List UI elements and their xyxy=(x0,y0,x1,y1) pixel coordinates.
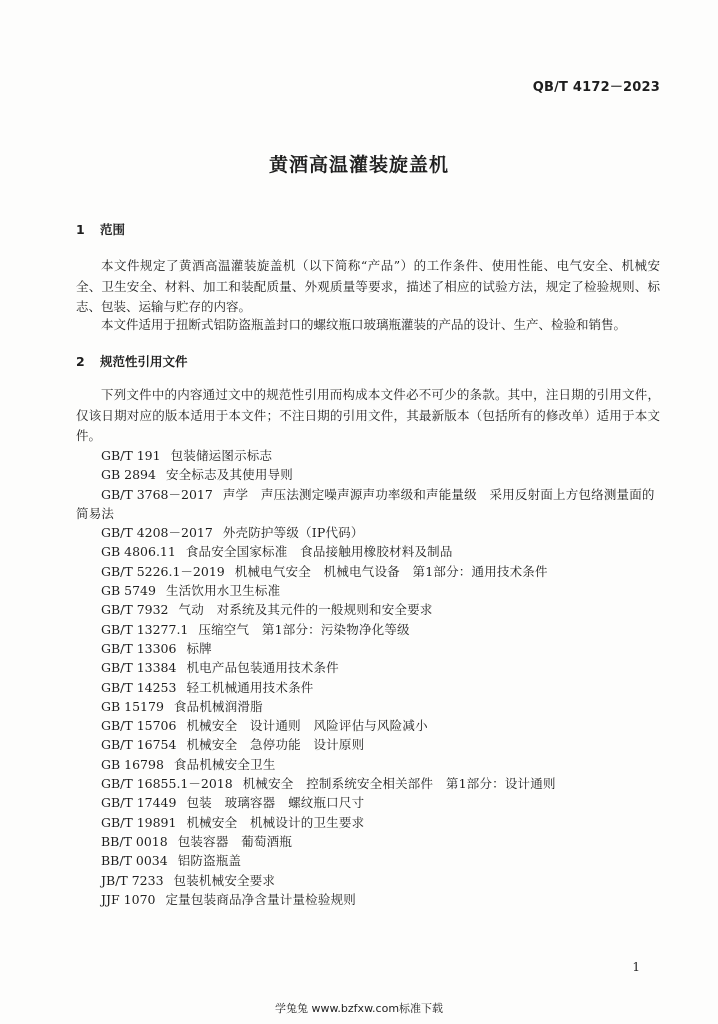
reference-title: 机械安全 设计通则 风险评估与风险减小 xyxy=(186,718,428,734)
reference-item xyxy=(76,832,660,851)
reference-item xyxy=(76,523,660,542)
document-title: 黄酒高温灌装旋盖机 xyxy=(268,154,449,176)
references-intro-paragraph: 下列文件中的内容通过文中的规范性引用而构成本文件必不可少的条款。其中，注日期的引用文件，仅该日期对应的版本适用于本文件；不注日期的引用文件，其最新版本（包括所有的修改单）适用于本文件。 xyxy=(76,387,660,443)
reference-item xyxy=(76,697,660,716)
reference-item xyxy=(76,600,660,619)
reference-code: GB/T 5226.1－2019 xyxy=(101,563,225,579)
page-number: 1 xyxy=(632,960,640,974)
reference-title: 包装 玻璃容器 螺纹瓶口尺寸 xyxy=(186,795,365,811)
reference-item xyxy=(76,485,660,524)
scope-paragraph-1: 本文件规定了黄酒高温灌装旋盖机（以下简称“产品”）的工作条件、使用性能、电气安全、机械安全、卫生安全、材料、加工和装配质量、外观质量等要求，描述了相应的试验方法，规定了检验规则、标志、包装、运输与贮存的内容。 xyxy=(76,258,660,314)
reference-code: GB 15179 xyxy=(101,698,164,714)
reference-title: 包装机械安全要求 xyxy=(173,872,276,888)
reference-item xyxy=(76,658,660,677)
reference-title: 标牌 xyxy=(186,640,212,656)
reference-title: 机械安全 机械设计的卫生要求 xyxy=(186,814,365,830)
reference-item xyxy=(76,813,660,832)
reference-code: GB 5749 xyxy=(101,583,156,599)
reference-item xyxy=(76,716,660,735)
reference-code: JJF 1070 xyxy=(101,891,156,907)
watermark-footer: 学兔兔 www.bzfxw.com标准下载 xyxy=(274,1002,444,1015)
reference-code: GB/T 14253 xyxy=(101,679,177,695)
reference-code: GB/T 16754 xyxy=(101,737,177,753)
reference-code: GB/T 17449 xyxy=(101,795,177,811)
reference-title: 机械安全 控制系统安全相关部件 第1部分：设计通则 xyxy=(242,776,556,792)
reference-item xyxy=(76,465,660,484)
reference-title: 气动 对系统及其元件的一般规则和安全要求 xyxy=(178,602,433,618)
reference-code: JB/T 7233 xyxy=(101,872,164,888)
reference-title: 生活饮用水卫生标准 xyxy=(165,583,281,599)
reference-title: 食品机械润滑脂 xyxy=(173,698,263,714)
section-1-heading xyxy=(76,220,125,238)
standard-number: QB/T 4172－2023 xyxy=(532,80,660,95)
reference-title: 轻工机械通用技术条件 xyxy=(186,679,314,695)
reference-code: GB/T 191 xyxy=(101,448,161,463)
reference-item xyxy=(76,639,660,658)
reference-code: BB/T 0018 xyxy=(101,833,168,849)
reference-title: 食品安全国家标准 食品接触用橡胶材料及制品 xyxy=(185,544,453,560)
reference-title: 机电产品包装通用技术条件 xyxy=(186,660,339,676)
reference-item xyxy=(76,890,660,909)
reference-title: 安全标志及其使用导则 xyxy=(165,467,293,483)
reference-item xyxy=(76,871,660,890)
reference-code: GB/T 13277.1 xyxy=(101,621,189,637)
section-2-heading xyxy=(76,352,188,370)
reference-title: 定量包装商品净含量计量检验规则 xyxy=(165,891,356,907)
section-title: 范围 xyxy=(100,222,126,237)
reference-code: BB/T 0034 xyxy=(101,853,168,869)
reference-title: 机械电气安全 机械电气设备 第1部分：通用技术条件 xyxy=(234,563,548,579)
reference-code: GB 4806.11 xyxy=(101,544,176,560)
scope-paragraph-2: 本文件适用于扭断式铝防盗瓶盖封口的螺纹瓶口玻璃瓶灌装的产品的设计、生产、检验和销售。 xyxy=(101,317,627,332)
reference-code: GB 2894 xyxy=(101,467,156,483)
reference-code: GB/T 13384 xyxy=(101,660,177,676)
section-number: 2 xyxy=(76,354,85,369)
reference-item xyxy=(76,581,660,600)
reference-title: 铝防盗瓶盖 xyxy=(177,853,242,869)
reference-title: 食品机械安全卫生 xyxy=(173,756,276,772)
reference-code: GB/T 3768－2017 xyxy=(101,486,213,502)
reference-title: 外壳防护等级（IP代码） xyxy=(222,525,364,541)
reference-title: 包装容器 葡萄酒瓶 xyxy=(177,833,293,849)
reference-item xyxy=(76,562,660,581)
reference-code: GB/T 15706 xyxy=(101,718,177,734)
section-title: 规范性引用文件 xyxy=(100,354,188,369)
reference-item xyxy=(76,793,660,812)
reference-code: GB 16798 xyxy=(101,756,164,772)
reference-item xyxy=(76,774,660,793)
reference-item xyxy=(76,446,660,465)
normative-references-list xyxy=(76,446,660,909)
reference-code: GB/T 4208－2017 xyxy=(101,525,213,541)
reference-title: 包装储运图示标志 xyxy=(170,448,273,463)
reference-item xyxy=(76,851,660,870)
reference-code: GB/T 13306 xyxy=(101,640,177,656)
reference-code: GB/T 19891 xyxy=(101,814,177,830)
section-number: 1 xyxy=(76,222,85,237)
reference-item xyxy=(76,542,660,561)
reference-code: GB/T 7932 xyxy=(101,602,169,618)
reference-item xyxy=(76,620,660,639)
reference-item xyxy=(76,735,660,754)
reference-title: 机械安全 急停功能 设计原则 xyxy=(186,737,365,753)
reference-title: 声学 声压法测定噪声源声功率级和声能量级 采用反射面上方包络测量面的简易法 xyxy=(76,486,655,521)
reference-code: GB/T 16855.1－2018 xyxy=(101,776,233,792)
reference-item xyxy=(76,678,660,697)
reference-item xyxy=(76,755,660,774)
reference-title: 压缩空气 第1部分：污染物净化等级 xyxy=(198,621,410,637)
